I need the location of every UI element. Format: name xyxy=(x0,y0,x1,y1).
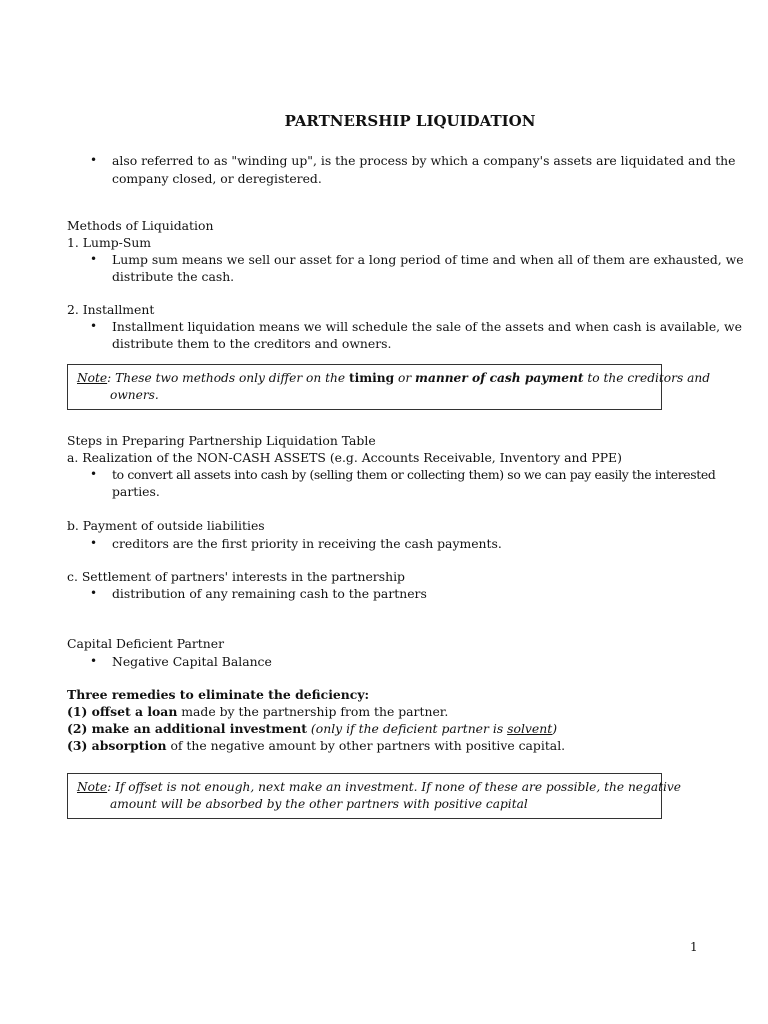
remedy-2-bold: (2) make an additional investment xyxy=(67,721,307,736)
note-remedies-line-1 xyxy=(77,779,681,796)
bullet-icon: • xyxy=(90,654,98,668)
step-c-label: c. Settlement of partners' interests in the partnership xyxy=(67,569,405,584)
intro-line-2: company closed, or deregistered. xyxy=(112,171,322,186)
step-a-label: a. Realization of the NON-CASH ASSETS (e.g. Accounts Receivable, Inventory and PPE) xyxy=(67,450,622,465)
step-b-label: b. Payment of outside liabilities xyxy=(67,518,265,533)
bullet-icon: • xyxy=(90,319,98,333)
steps-heading: Steps in Preparing Partnership Liquidation Table xyxy=(67,433,376,448)
remedy-3-bold: (3) absorption xyxy=(67,738,167,753)
lump-sum-line-2: distribute the cash. xyxy=(112,269,235,284)
note-methods-line-2: owners. xyxy=(110,388,159,402)
note-text: to the creditors and xyxy=(583,371,711,385)
note-text: or xyxy=(394,371,416,385)
remedy-1-text: made by the partnership from the partner. xyxy=(177,704,449,719)
page-title: PARTNERSHIP LIQUIDATION xyxy=(284,112,536,130)
step-c-line-1: distribution of any remaining cash to the partners xyxy=(112,586,427,601)
step-b-line-1: creditors are the first priority in receiving the cash payments. xyxy=(112,536,502,551)
bullet-icon: • xyxy=(90,252,98,266)
lump-sum-label: 1. Lump-Sum xyxy=(67,235,152,250)
bullet-icon: • xyxy=(90,536,98,550)
note-text: : These two methods only differ on the xyxy=(107,371,349,385)
installment-label: 2. Installment xyxy=(67,302,155,317)
note-label: Note xyxy=(77,780,108,794)
lump-sum-line-1: Lump sum means we sell our asset for a long period of time and when all of them are exhausted, we xyxy=(112,252,744,267)
intro-line-1: also referred to as "winding up", is the process by which a company's assets are liquidated and the xyxy=(112,153,736,168)
installment-line-1: Installment liquidation means we will schedule the sale of the assets and when cash is available, we xyxy=(112,319,742,334)
remedy-1-bold: (1) offset a loan xyxy=(67,704,178,719)
note-emphasis-timing: timing xyxy=(348,371,395,385)
bullet-icon: • xyxy=(90,467,98,481)
bullet-icon: • xyxy=(90,153,98,167)
remedy-2-italic: (only if the deficient partner is xyxy=(306,721,508,736)
remedy-2-end: ) xyxy=(552,721,558,736)
note-text: : If offset is not enough, next make an investment. If none of these are possible, the negative xyxy=(107,780,681,794)
remedy-3-text: of the negative amount by other partners with positive capital. xyxy=(166,738,566,753)
deficient-bullet: Negative Capital Balance xyxy=(112,654,272,669)
remedy-3 xyxy=(67,737,565,754)
note-methods-line-1 xyxy=(77,370,710,387)
note-remedies-line-2: amount will be absorbed by the other partners with positive capital xyxy=(110,797,528,811)
note-label: Note xyxy=(77,371,108,385)
deficient-heading: Capital Deficient Partner xyxy=(67,636,225,651)
bullet-icon: • xyxy=(90,586,98,600)
remedy-1 xyxy=(67,703,448,720)
remedy-2-solvent: solvent xyxy=(507,721,553,736)
methods-heading: Methods of Liquidation xyxy=(67,218,214,233)
remedies-heading: Three remedies to eliminate the deficiency: xyxy=(67,687,370,702)
installment-line-2: distribute them to the creditors and owners. xyxy=(112,336,392,351)
note-emphasis-manner: manner of cash payment xyxy=(415,371,584,385)
page-number: 1 xyxy=(690,940,698,954)
remedy-2 xyxy=(67,720,557,737)
step-a-line-2: parties. xyxy=(112,484,160,499)
step-a-line-1: to convert all assets into cash by (selling them or collecting them) so we can pay easily the interested xyxy=(112,467,716,482)
